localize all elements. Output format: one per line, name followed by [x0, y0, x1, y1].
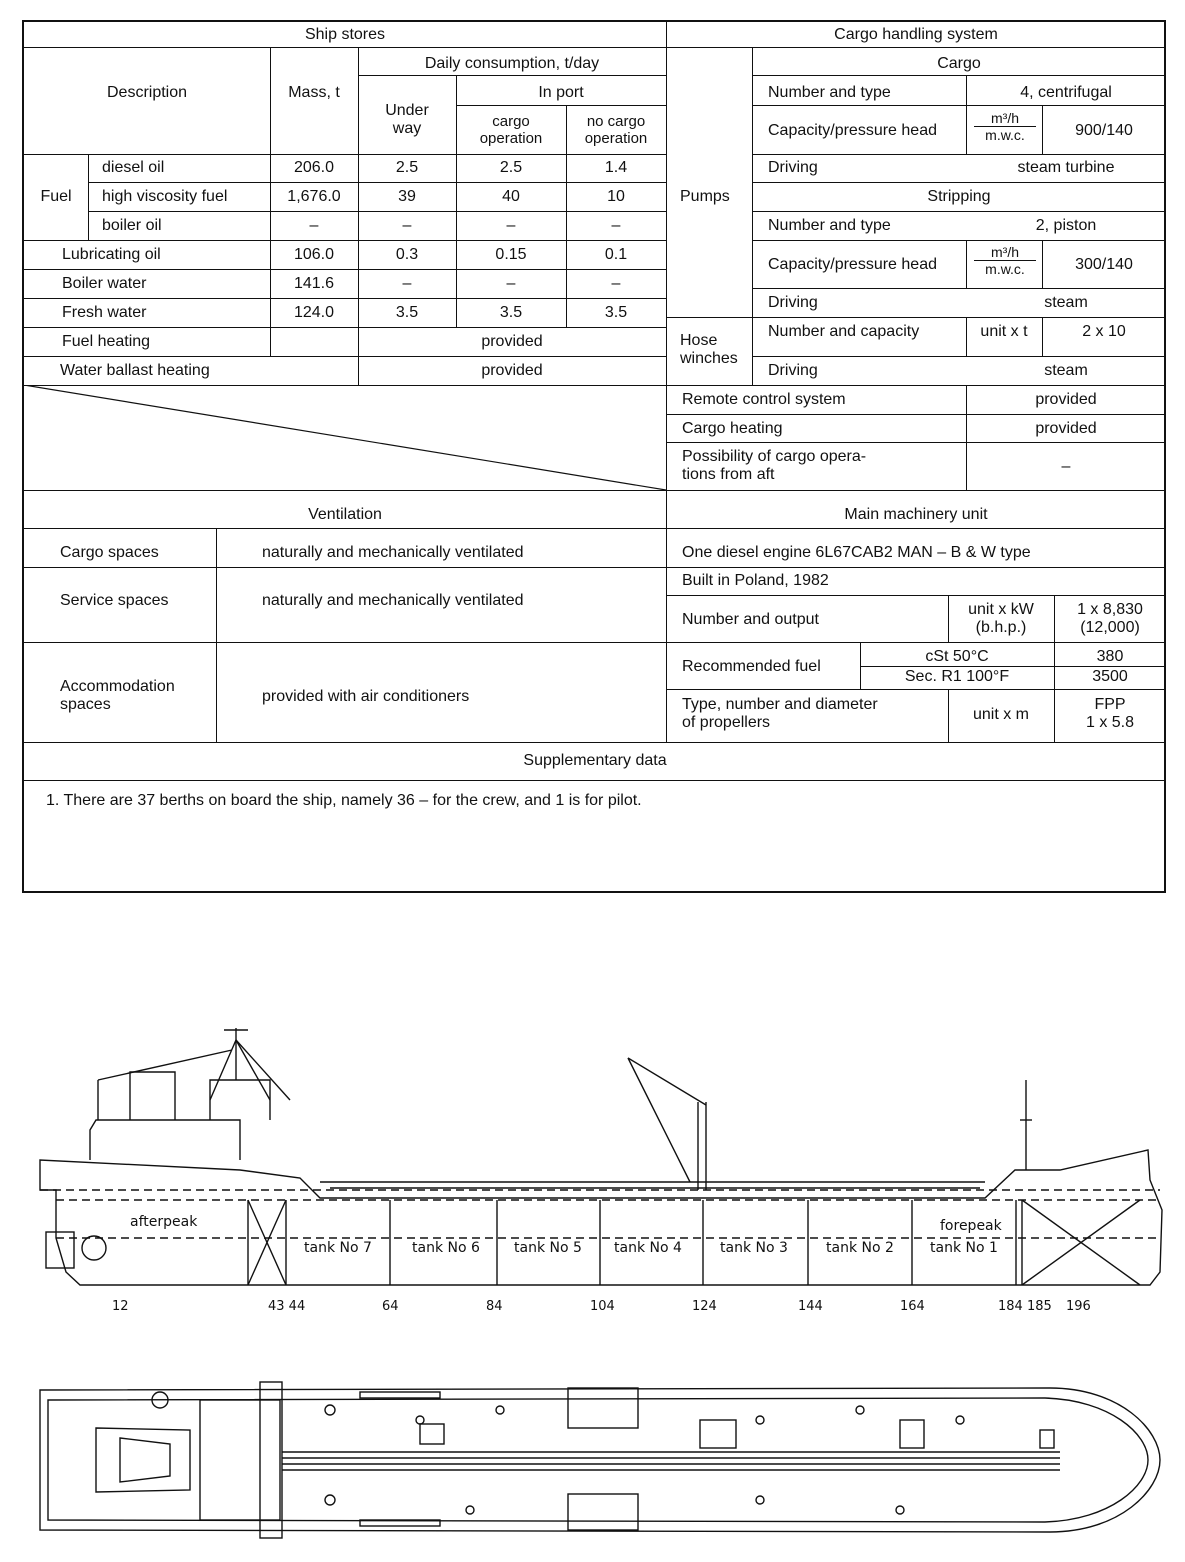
output-label: Number and output	[682, 611, 819, 628]
tank-label: tank No 1	[930, 1240, 998, 1256]
spec-sheet	[22, 20, 1166, 893]
ballast-heating-value: provided	[481, 362, 543, 379]
frame-number: 104	[590, 1299, 615, 1314]
cargo-op-value: 2.5	[499, 159, 523, 176]
row-label: Lubricating oil	[62, 246, 161, 263]
strip-capacity-label: Capacity/pressure head	[768, 256, 937, 273]
empty-panel-diagonal	[24, 385, 666, 490]
col-cargo-operation: cargo operation	[479, 113, 543, 147]
mass-value: 1,676.0	[287, 188, 341, 205]
propellers-value: FPP 1 x 5.8	[1085, 696, 1135, 731]
fuel-redwood-value: 3500	[1092, 668, 1128, 685]
ventilation-label: Cargo spaces	[60, 544, 159, 561]
cargo-driving-value: steam turbine	[1017, 159, 1115, 176]
mass-value: 141.6	[293, 275, 335, 292]
hose-winches-label: Hose winches	[680, 332, 738, 367]
col-description: Description	[106, 84, 188, 101]
output-unit: unit x kW (b.h.p.)	[968, 601, 1034, 636]
cargo-capacity-unit: $\frac{\text{m³/h}}{m.w.c.}$	[974, 110, 1036, 143]
recommended-fuel-label: Recommended fuel	[682, 658, 821, 675]
cargo-driving-label: Driving	[768, 159, 818, 176]
aft-ops-label: Possibility of cargo opera- tions from aft	[682, 448, 867, 483]
row-label: Boiler water	[62, 275, 147, 292]
frame-number: 164	[900, 1299, 925, 1314]
tank-label: tank No 2	[826, 1240, 894, 1256]
tank-label: tank No 4	[614, 1240, 682, 1256]
fuel-heating-value: provided	[481, 333, 543, 350]
row-label: diesel oil	[102, 159, 165, 176]
fuel-heating-label: Fuel heating	[62, 333, 151, 350]
engine-description: One diesel engine 6L67CAB2 MAN – B & W type	[682, 544, 1031, 561]
frame-number: 43 44	[268, 1299, 306, 1314]
ballast-heating-label: Water ballast heating	[60, 362, 210, 379]
col-under-way: Under way	[385, 102, 429, 137]
ship-stores-title: Ship stores	[304, 26, 386, 43]
frame-number: 84	[486, 1299, 503, 1314]
mass-value: 124.0	[293, 304, 335, 321]
strip-capacity-value: 300/140	[1075, 256, 1133, 273]
strip-driving-value: steam	[1044, 294, 1088, 311]
pumps-label: Pumps	[680, 188, 730, 205]
mass-value: –	[309, 217, 319, 234]
hose-driving-label: Driving	[768, 362, 818, 379]
remote-control-value: provided	[1035, 391, 1097, 408]
no-cargo-op-value: –	[611, 275, 621, 292]
cargo-heating-label: Cargo heating	[682, 420, 783, 437]
row-label: Fresh water	[62, 304, 147, 321]
cargo-op-value: –	[506, 275, 516, 292]
fuel-viscosity-label: cSt 50°C	[925, 648, 989, 665]
hose-number-label: Number and capacity	[768, 323, 920, 340]
tank-label: tank No 5	[514, 1240, 582, 1256]
frame-number: 64	[382, 1299, 399, 1314]
forepeak-label: forepeak	[940, 1218, 1002, 1234]
row-label: high viscosity fuel	[102, 188, 228, 205]
under-way-value: 3.5	[395, 304, 419, 321]
tank-label: tank No 3	[720, 1240, 788, 1256]
ventilation-value: naturally and mechanically ventilated	[262, 544, 524, 561]
fuel-redwood-label: Sec. R1 100°F	[904, 668, 1010, 685]
cargo-number-type-label: Number and type	[768, 84, 891, 101]
strip-driving-label: Driving	[768, 294, 818, 311]
propellers-unit: unit x m	[972, 706, 1029, 723]
col-no-cargo-operation: no cargo operation	[584, 113, 648, 147]
fuel-label: Fuel	[40, 188, 72, 205]
cargo-op-value: 3.5	[499, 304, 523, 321]
under-way-value: –	[402, 275, 412, 292]
ventilation-value: provided with air conditioners	[262, 688, 470, 705]
under-way-value: 2.5	[395, 159, 419, 176]
strip-capacity-unit: $\frac{\text{m³/h}}{m.w.c.}$	[974, 244, 1036, 277]
cargo-heating-value: provided	[1035, 420, 1097, 437]
afterpeak-label: afterpeak	[130, 1214, 198, 1230]
supplementary-title: Supplementary data	[523, 752, 667, 769]
col-mass: Mass, t	[288, 84, 340, 101]
no-cargo-op-value: 3.5	[604, 304, 628, 321]
no-cargo-op-value: –	[611, 217, 621, 234]
ventilation-label: Service spaces	[60, 592, 169, 609]
cargo-op-value: 0.15	[495, 246, 527, 263]
ship-deck-plan	[0, 1360, 1185, 1555]
tank-label: tank No 7	[304, 1240, 372, 1256]
hose-driving-value: steam	[1044, 362, 1088, 379]
frame-number: 12	[112, 1299, 129, 1314]
strip-number-type-value: 2, piston	[1035, 217, 1097, 234]
mass-value: 206.0	[293, 159, 335, 176]
no-cargo-op-value: 0.1	[604, 246, 628, 263]
cargo-op-value: 40	[502, 188, 520, 205]
built-info: Built in Poland, 1982	[682, 572, 829, 589]
cargo-handling-title: Cargo handling system	[834, 26, 998, 43]
ventilation-label: Accommodation spaces	[60, 678, 175, 713]
ventilation-value: naturally and mechanically ventilated	[262, 592, 524, 609]
under-way-value: –	[402, 217, 412, 234]
under-way-value: 39	[398, 188, 416, 205]
fuel-viscosity-value: 380	[1096, 648, 1124, 665]
hose-number-unit: unit x t	[980, 323, 1028, 340]
under-way-value: 0.3	[395, 246, 419, 263]
col-in-port: In port	[538, 84, 584, 101]
strip-number-type-label: Number and type	[768, 217, 891, 234]
no-cargo-op-value: 10	[607, 188, 625, 205]
no-cargo-op-value: 1.4	[604, 159, 628, 176]
mass-value: 106.0	[293, 246, 335, 263]
cargo-subhead: Cargo	[937, 55, 981, 72]
col-daily-consumption: Daily consumption, t/day	[424, 55, 600, 72]
propellers-label: Type, number and diameter of propellers	[682, 696, 878, 731]
machinery-title: Main machinery unit	[844, 506, 988, 523]
remote-control-label: Remote control system	[682, 391, 846, 408]
ventilation-title: Ventilation	[308, 506, 382, 523]
frame-number: 124	[692, 1299, 717, 1314]
frame-number: 184 185	[998, 1299, 1052, 1314]
cargo-number-type-value: 4, centrifugal	[1020, 84, 1112, 101]
row-label: boiler oil	[102, 217, 162, 234]
tank-label: tank No 6	[412, 1240, 480, 1256]
frame-number: 144	[798, 1299, 823, 1314]
supplementary-note: 1. There are 37 berths on board the ship, namely 36 – for the crew, and 1 is for pilot.	[46, 792, 642, 809]
stripping-subhead: Stripping	[927, 188, 991, 205]
hose-number-value: 2 x 10	[1082, 323, 1126, 340]
cargo-capacity-value: 900/140	[1075, 122, 1133, 139]
ship-side-profile	[0, 1010, 1185, 1320]
frame-number: 196	[1066, 1299, 1091, 1314]
cargo-capacity-label: Capacity/pressure head	[768, 122, 937, 139]
aft-ops-value: –	[1061, 458, 1071, 475]
cargo-op-value: –	[506, 217, 516, 234]
output-value: 1 x 8,830 (12,000)	[1077, 601, 1143, 636]
